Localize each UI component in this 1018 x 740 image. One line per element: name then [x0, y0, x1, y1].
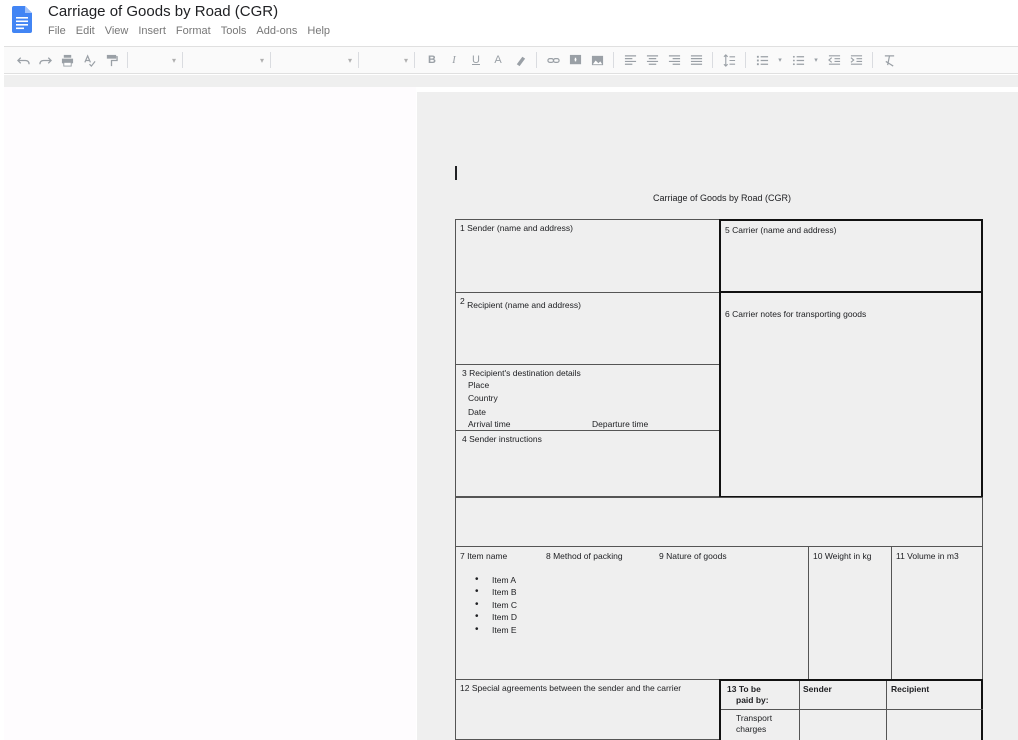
- special-agreements-label: 12 Special agreements between the sender and the carrier: [460, 683, 682, 693]
- weight-cell[interactable]: [808, 546, 892, 680]
- line-spacing-icon[interactable]: [721, 52, 737, 68]
- list-item: • Item D: [475, 611, 517, 623]
- to-be-paid-line2: paid by:: [736, 694, 769, 705]
- nature-goods-label: 9 Nature of goods: [659, 551, 727, 561]
- toolbar-separator: [127, 52, 128, 68]
- items-list: [475, 574, 517, 636]
- justify-icon[interactable]: [688, 52, 704, 68]
- sender-cell[interactable]: [455, 219, 720, 293]
- italic-icon[interactable]: I: [452, 53, 456, 66]
- redo-icon[interactable]: [37, 52, 53, 68]
- sender-instructions-label: 4 Sender instructions: [462, 434, 542, 444]
- paint-format-icon[interactable]: [103, 52, 119, 68]
- transport-line2: charges: [736, 723, 767, 734]
- destination-heading: 3 Recipient's destination details: [462, 368, 581, 378]
- menu-bar: [48, 25, 340, 37]
- volume-cell[interactable]: [891, 546, 983, 680]
- font-dropdown[interactable]: ▾: [277, 52, 359, 68]
- toolbar: [4, 46, 1018, 74]
- to-be-paid-cell: [721, 681, 800, 710]
- carrier-notes-label: 6 Carrier notes for transporting goods: [725, 309, 867, 319]
- menu-format[interactable]: Format: [175, 25, 211, 37]
- toolbar-separator: [536, 52, 537, 68]
- document-outline-pane: [4, 87, 416, 740]
- recipient-cell[interactable]: [455, 292, 720, 365]
- list-item: • Item A: [475, 574, 517, 586]
- departure-time-label: Departure time: [592, 419, 649, 429]
- special-agreements-cell[interactable]: [455, 679, 720, 740]
- numbered-list-icon[interactable]: [754, 52, 770, 68]
- menu-view[interactable]: View: [104, 25, 129, 37]
- bulleted-list-icon[interactable]: [790, 52, 806, 68]
- zoom-dropdown[interactable]: ▾: [133, 52, 183, 68]
- toolbar-separator: [872, 52, 873, 68]
- menu-insert[interactable]: Insert: [138, 25, 166, 37]
- destination-date: Date: [468, 407, 486, 417]
- increase-indent-icon[interactable]: [848, 52, 864, 68]
- payment-table: [719, 679, 983, 740]
- align-left-icon[interactable]: [622, 52, 638, 68]
- carrier-notes-cell[interactable]: [719, 291, 983, 498]
- menu-add-ons[interactable]: Add-ons: [256, 25, 298, 37]
- ruler-strip: [4, 75, 1018, 87]
- toolbar-separator: [712, 52, 713, 68]
- destination-country: Country: [468, 393, 498, 403]
- font-size-dropdown[interactable]: ▾: [365, 52, 415, 68]
- paid-by-sender-header: [800, 681, 887, 710]
- recipient-label: Recipient (name and address): [467, 300, 581, 310]
- menu-tools[interactable]: Tools: [220, 25, 247, 37]
- docs-logo-icon[interactable]: [12, 6, 32, 33]
- carrier-cell[interactable]: [719, 219, 983, 293]
- transport-line1: Transport: [736, 713, 773, 723]
- times-row: [462, 418, 715, 430]
- paid-by-sender-label: Sender: [803, 684, 832, 694]
- bulleted-list-dropdown-icon[interactable]: ▾: [814, 56, 818, 64]
- image-icon[interactable]: [589, 52, 605, 68]
- underline-icon[interactable]: U: [472, 53, 480, 66]
- text-color-icon[interactable]: A: [494, 53, 502, 66]
- spellcheck-icon[interactable]: [81, 52, 97, 68]
- paid-by-recipient-header: [887, 681, 983, 710]
- numbered-list-dropdown-icon[interactable]: ▾: [778, 56, 782, 64]
- form-title: Carriage of Goods by Road (CGR): [652, 193, 792, 203]
- align-right-icon[interactable]: [666, 52, 682, 68]
- toolbar-separator: [745, 52, 746, 68]
- menu-file[interactable]: File: [48, 25, 66, 37]
- list-item: • Item B: [475, 586, 517, 598]
- print-icon[interactable]: [59, 52, 75, 68]
- item-name-label: 7 Item name: [460, 551, 508, 561]
- empty-row-cell[interactable]: [455, 497, 983, 547]
- menu-edit[interactable]: Edit: [75, 25, 95, 37]
- align-center-icon[interactable]: [644, 52, 660, 68]
- arrival-time-label: Arrival time: [468, 419, 511, 429]
- transport-recipient-cell[interactable]: [887, 710, 983, 740]
- destination-place: Place: [468, 380, 490, 390]
- clear-formatting-icon[interactable]: [881, 52, 897, 68]
- volume-label: 11 Volume in m3: [896, 551, 959, 561]
- undo-icon[interactable]: [15, 52, 31, 68]
- sender-label: 1 Sender (name and address): [460, 223, 573, 233]
- recipient-number: 2: [460, 296, 465, 306]
- weight-label: 10 Weight in kg: [813, 551, 872, 561]
- carrier-label: 5 Carrier (name and address): [725, 225, 837, 235]
- list-item: • Item C: [475, 599, 517, 611]
- highlight-icon[interactable]: [512, 52, 528, 68]
- destination-cell[interactable]: [455, 364, 720, 431]
- text-cursor: [455, 166, 457, 180]
- menu-help[interactable]: Help: [307, 25, 331, 37]
- to-be-paid-line1: 13 To be: [727, 684, 761, 694]
- method-packing-label: 8 Method of packing: [546, 551, 623, 561]
- list-item: • Item E: [475, 624, 517, 636]
- transport-sender-cell[interactable]: [800, 710, 887, 740]
- document-title[interactable]: Carriage of Goods by Road (CGR): [48, 3, 279, 20]
- bold-icon[interactable]: B: [428, 53, 436, 66]
- sender-instructions-cell[interactable]: [455, 430, 720, 497]
- app-header: [0, 0, 1018, 44]
- transport-charges-cell: [721, 710, 800, 740]
- link-icon[interactable]: [545, 52, 561, 68]
- toolbar-separator: [613, 52, 614, 68]
- paid-by-recipient-label: Recipient: [891, 684, 930, 694]
- comment-icon[interactable]: [567, 52, 583, 68]
- decrease-indent-icon[interactable]: [826, 52, 842, 68]
- style-dropdown[interactable]: ▾: [189, 52, 271, 68]
